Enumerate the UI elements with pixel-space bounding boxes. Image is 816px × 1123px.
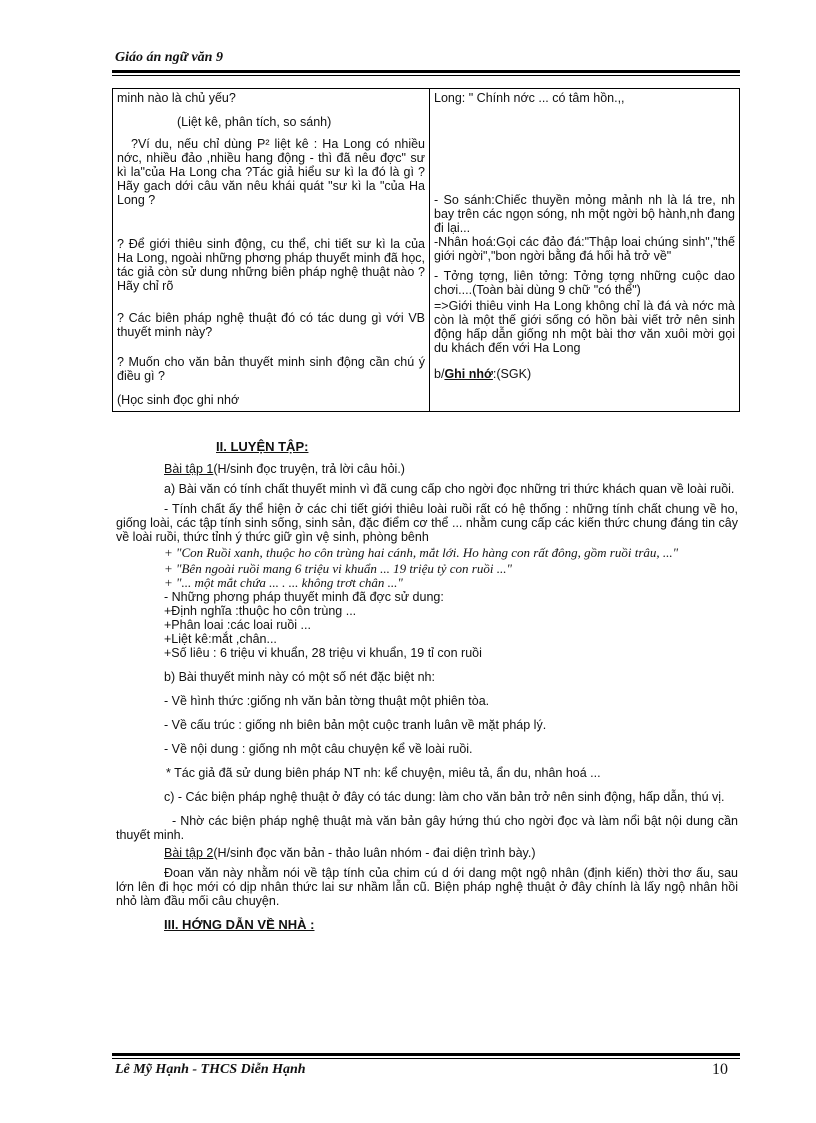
table-right-cell <box>430 89 740 412</box>
exercise-2-instruction: (H/sinh đọc văn bản - thảo luân nhóm - đai diện trình bày.) <box>213 846 536 860</box>
left-question-vivid: ? Muốn cho văn bản thuyết minh sinh động cần chú ý điều gì ? <box>117 355 425 383</box>
right-imagine: - Tởng tợng, liên tởng: Tởng tợng những cuộc dao chơi....(Toàn bài dùng 9 chữ "có thể") <box>434 269 735 297</box>
feature-structure: - Về cấu trúc : giống nh biên bản một cuộc tranh luân về mặt pháp lý. <box>164 718 547 732</box>
right-personify: -Nhân hoá:Gọi các đảo đá:"Thập loai chúng sinh","thế giới ngời","bon ngời bằng đá hối hả trở về" <box>434 235 735 263</box>
left-line-note: (Học sinh đọc ghi nhớ <box>117 393 240 407</box>
left-question-effect: ? Các biên pháp nghệ thuật đó có tác dung gì với VB thuyết minh này? <box>117 311 425 339</box>
exercise-1-b-intro: b) Bài thuyết minh này có một số nét đặc biệt nh: <box>164 670 435 684</box>
footer-author: Lê Mỹ Hạnh - THCS Diễn Hạnh <box>115 1062 306 1077</box>
feature-form: - Về hình thức :giống nh văn bản tờng thuật một phiên tòa. <box>164 694 490 708</box>
right-ghi-nho <box>434 367 735 381</box>
feature-techniques: * Tác giả đã sử dung biên pháp NT nh: kể chuyện, miêu tả, ẩn du, nhân hoá ... <box>166 766 601 780</box>
footer-rule-thin <box>112 1058 740 1059</box>
exercise-1-c-para: c) - Các biện pháp nghệ thuật ở đây có tác dung: làm cho văn bản trở nên sinh động, hấp dẫn, thú vị. <box>164 790 725 804</box>
method-listing: +Liệt kê:mắt ,chân... <box>164 632 277 646</box>
right-compare: - So sánh:Chiếc thuyền mỏng mảnh nh là lá tre, nh bay trên các ngọn sóng, nh một ngời bộ hành,nh đang đi lại... <box>434 193 735 235</box>
exercise-2-heading <box>116 846 738 860</box>
quote-3: + "... một mắt chứa ... . ... không trơt chân ..." <box>164 575 403 590</box>
page-header: Giáo án ngữ văn 9 <box>115 50 223 65</box>
exercise-1-a-detail: - Tính chất ấy thể hiện ở các chi tiết giới thiêu loài ruồi rất có hệ thống : những tính chất chung về ho, giống loài, các tập tính sinh sống, sinh sản, đặc điểm cơ thể ... nhằm cung cấp các kiến thức chung đáng tin cây về loài ruồi, thức tỉnh ý thức giữ gìn vệ sinh, phòng bênh <box>116 502 738 544</box>
methods-intro: - Những phơng pháp thuyết minh đã đợc sử dung: <box>164 590 444 604</box>
right-ghi-nho-label: Ghi nhớ <box>444 367 493 381</box>
exercise-1-instruction: (H/sinh đọc truyện, trả lời câu hỏi.) <box>213 462 405 476</box>
left-line-0: minh nào là chủ yếu? <box>117 91 236 105</box>
quote-1: + "Con Ruồi xanh, thuộc ho côn trùng hai cánh, mắt lới. Ho hàng con rất đông, gồm ruồi trâu, ..." <box>164 545 679 560</box>
section-heading-practice: II. LUYỆN TẬP: <box>216 439 309 454</box>
method-classification: +Phân loai :các loai ruồi ... <box>164 618 311 632</box>
exercise-2-label: Bài tập 2 <box>164 846 214 860</box>
method-statistics: +Số liêu : 6 triệu vi khuẩn, 28 triệu vi khuẩn, 19 tỉ con ruồi <box>164 646 482 660</box>
quote-2: + "Bên ngoài ruồi mang 6 triệu vi khuẩn ... 19 triệu tỷ con ruồi ..." <box>164 561 512 576</box>
header-rule-thick <box>112 70 740 73</box>
practice-section <box>116 440 738 932</box>
right-ghi-nho-prefix: b/ <box>434 367 445 381</box>
exercise-1-a-para: a) Bài văn có tính chất thuyết minh vì đã cung cấp cho ngời đọc những tri thức khách quan về loài ruồi. <box>164 482 735 496</box>
exercise-1-c-detail: - Nhờ các biện pháp nghệ thuật mà văn bản gây hứng thú cho ngời đọc và làm nổi bật nội dung cần thuyết minh. <box>116 814 738 842</box>
lesson-table <box>112 88 740 412</box>
footer-rule-thick <box>112 1053 740 1056</box>
right-quote: Long: " Chính nớc ... có tâm hồn.,, <box>434 91 625 105</box>
left-question-example: ?Ví du, nếu chỉ dùng P² liệt kê : Ha Long có nhiều nớc, nhiều đảo ,nhiều hang động - thì đã nêu đợc" sư kì la"của Ha Long cha ?Tác giả hiểu sư kì la đó là gì ? Hãy gach dới câu văn nêu khái quát "sư kì la "của Ha Long ? <box>117 137 425 207</box>
left-question-techniques: ? Để giới thiêu sinh động, cu thể, chi tiết sư kì la của Ha Long, ngoài những phơng pháp thuyết minh đã học, tác giả còn sử dung những biên pháp nghệ thuật nào ? Hãy chỉ rõ <box>117 237 425 293</box>
exercise-2-para: Đoan văn này nhằm nói về tập tính của chim cú d ới dang một ngộ nhân (định kiến) thời thơ ấu, sau lớn lên đi học mới có dịp nhân thức lai sư nhầm lẫn cũ. Biện pháp nghệ thuật ở đây chính là lấy ngộ nhân hồi nhỏ làm đầu mối câu chuyện. <box>116 866 738 908</box>
method-definition: +Định nghĩa :thuộc ho côn trùng ... <box>164 604 357 618</box>
table-left-cell <box>113 89 430 412</box>
table-row <box>113 89 740 412</box>
exercise-1-label: Bài tập 1 <box>164 462 214 476</box>
feature-content: - Về nội dung : giống nh một câu chuyện kể về loài ruồi. <box>164 742 473 756</box>
section-heading-homework: III. HỚNG DẪN VỀ NHÀ : <box>164 917 315 932</box>
left-line-1: (Liệt kê, phân tích, so sánh) <box>177 115 332 129</box>
exercise-1-heading <box>116 462 738 476</box>
right-conclusion: =>Giới thiêu vinh Ha Long không chỉ là đá và nớc mà còn là một thế giới sống có hồn bài viết trở nên sinh động hấp dẫn giống nh một bài thơ văn xuôi mời gọi du khách đến với Ha Long <box>434 299 735 355</box>
right-ghi-nho-suffix: :(SGK) <box>492 367 532 381</box>
header-rule-thin <box>112 75 740 76</box>
page-number: 10 <box>712 1061 728 1078</box>
